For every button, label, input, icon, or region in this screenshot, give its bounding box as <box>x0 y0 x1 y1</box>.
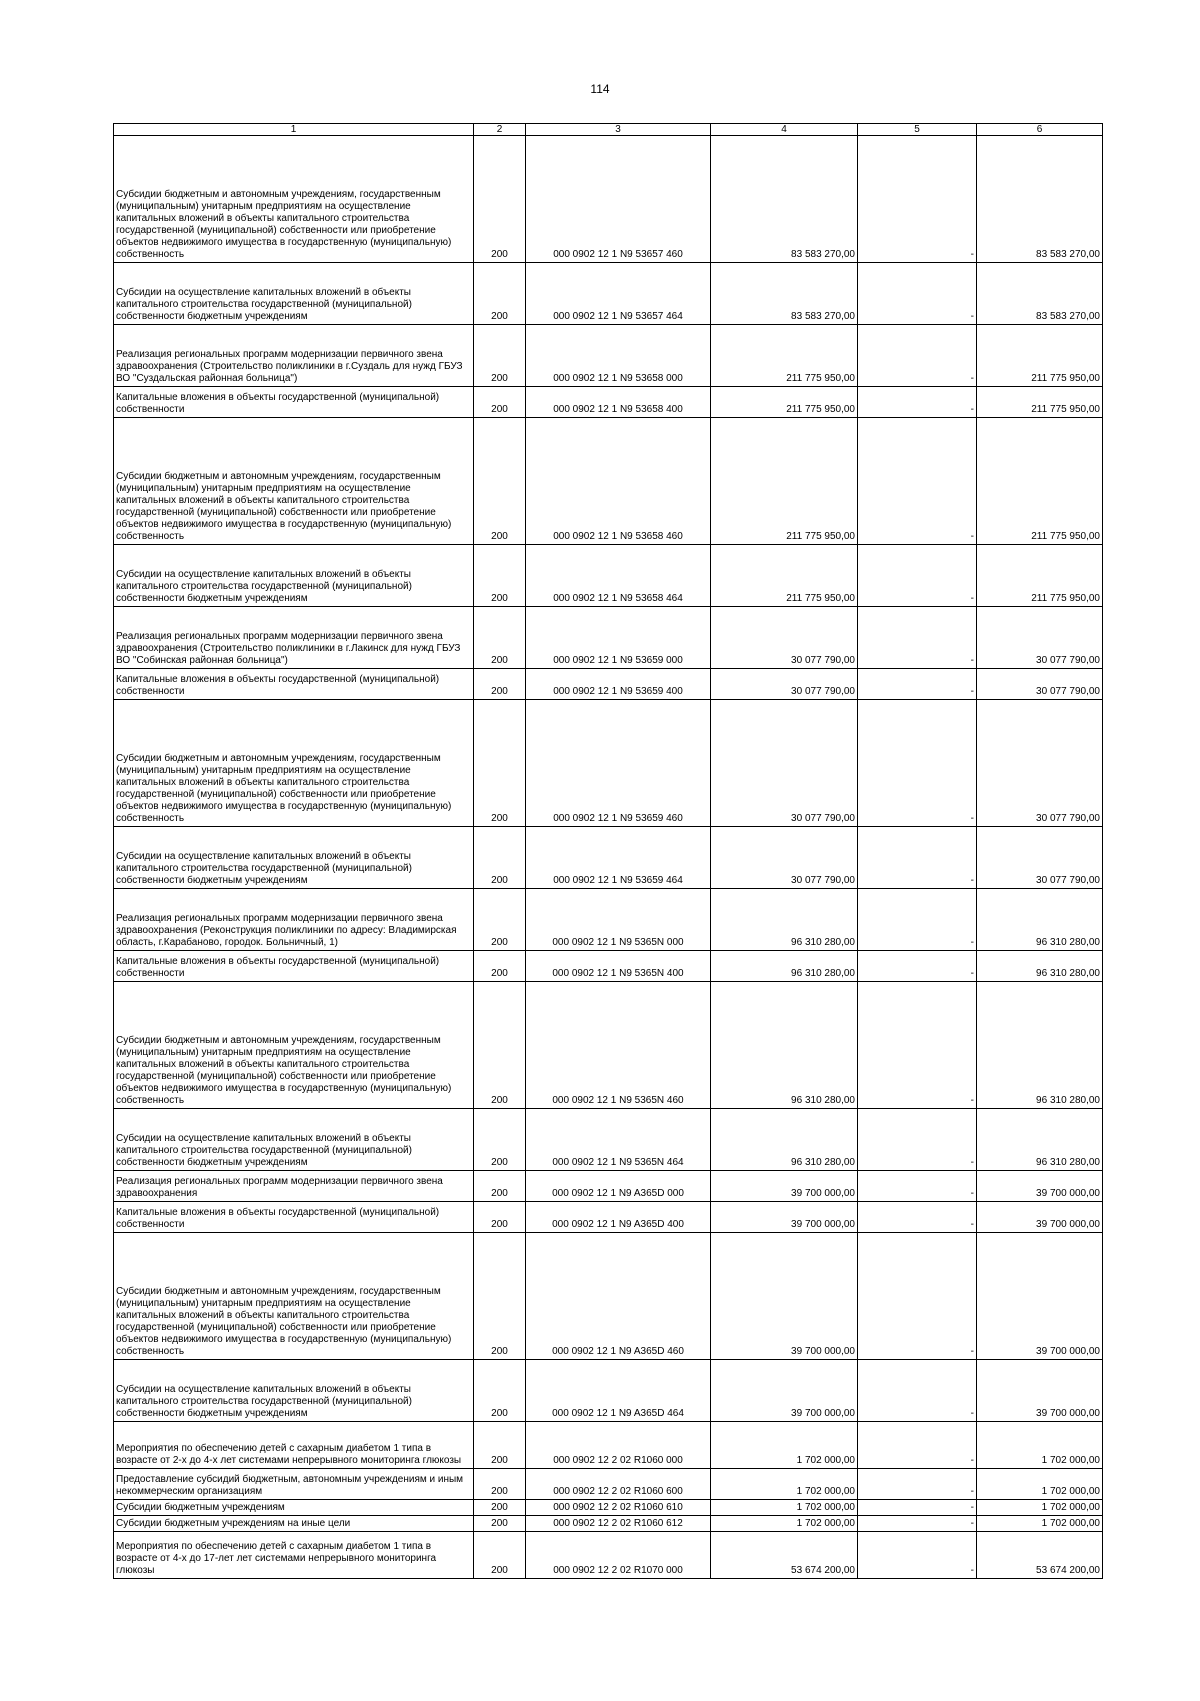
row-line-code: 200 <box>474 325 526 387</box>
table-row <box>114 827 1103 889</box>
table-row <box>114 1360 1103 1422</box>
row-budget-classification-code: 000 0902 12 1 N9 53659 464 <box>526 827 711 889</box>
row-budget-classification-code: 000 0902 12 2 02 R1070 000 <box>526 1532 711 1579</box>
row-approved-amount: 211 775 950,00 <box>711 325 858 387</box>
row-executed-amount: - <box>858 951 977 982</box>
row-description: Капитальные вложения в объекты государственной (муниципальной) собственности <box>114 387 474 418</box>
row-approved-amount: 83 583 270,00 <box>711 263 858 325</box>
row-executed-amount: - <box>858 1109 977 1171</box>
table-row <box>114 1500 1103 1516</box>
row-executed-amount: - <box>858 263 977 325</box>
row-description: Субсидии бюджетным и автономным учреждениям, государственным (муниципальным) унитарным предприятиям на осуществление капитальных вложений в объекты капитального строительства государственной (муниципальной) собственности или приобретение объектов недвижимого имущества в государственную (муниципальную) собственность <box>114 136 474 263</box>
column-header-2: 2 <box>474 124 526 136</box>
row-executed-amount: - <box>858 545 977 607</box>
row-unexecuted-amount: 211 775 950,00 <box>977 325 1103 387</box>
table-row <box>114 982 1103 1109</box>
row-description: Субсидии бюджетным и автономным учреждениям, государственным (муниципальным) унитарным предприятиям на осуществление капитальных вложений в объекты капитального строительства государственной (муниципальной) собственности или приобретение объектов недвижимого имущества в государственную (муниципальную) собственность <box>114 418 474 545</box>
row-unexecuted-amount: 39 700 000,00 <box>977 1233 1103 1360</box>
row-line-code: 200 <box>474 136 526 263</box>
row-approved-amount: 211 775 950,00 <box>711 545 858 607</box>
row-line-code: 200 <box>474 1500 526 1516</box>
row-executed-amount: - <box>858 1532 977 1579</box>
row-unexecuted-amount: 83 583 270,00 <box>977 263 1103 325</box>
row-budget-classification-code: 000 0902 12 2 02 R1060 000 <box>526 1422 711 1469</box>
row-description: Мероприятия по обеспечению детей с сахарным диабетом 1 типа в возрасте от 2-х до 4-х лет системами непрерывного мониторинга глюкозы <box>114 1422 474 1469</box>
row-line-code: 200 <box>474 1202 526 1233</box>
row-budget-classification-code: 000 0902 12 1 N9 5365N 464 <box>526 1109 711 1171</box>
row-budget-classification-code: 000 0902 12 1 N9 A365D 460 <box>526 1233 711 1360</box>
budget-execution-table <box>113 123 1103 1579</box>
row-description: Реализация региональных программ модернизации первичного звена здравоохранения (Строительство поликлиники в г.Лакинск для нужд ГБУЗ ВО "Собинская районная больница") <box>114 607 474 669</box>
column-header-5: 5 <box>858 124 977 136</box>
row-approved-amount: 211 775 950,00 <box>711 387 858 418</box>
table-row <box>114 1422 1103 1469</box>
row-line-code: 200 <box>474 1422 526 1469</box>
table-row <box>114 263 1103 325</box>
row-unexecuted-amount: 96 310 280,00 <box>977 951 1103 982</box>
row-executed-amount: - <box>858 1422 977 1469</box>
row-executed-amount: - <box>858 1469 977 1500</box>
row-unexecuted-amount: 39 700 000,00 <box>977 1202 1103 1233</box>
row-unexecuted-amount: 1 702 000,00 <box>977 1500 1103 1516</box>
row-approved-amount: 39 700 000,00 <box>711 1233 858 1360</box>
row-unexecuted-amount: 1 702 000,00 <box>977 1469 1103 1500</box>
row-unexecuted-amount: 39 700 000,00 <box>977 1360 1103 1422</box>
table-row <box>114 951 1103 982</box>
row-line-code: 200 <box>474 827 526 889</box>
row-description: Субсидии бюджетным и автономным учреждениям, государственным (муниципальным) унитарным предприятиям на осуществление капитальных вложений в объекты капитального строительства государственной (муниципальной) собственности или приобретение объектов недвижимого имущества в государственную (муниципальную) собственность <box>114 982 474 1109</box>
row-approved-amount: 1 702 000,00 <box>711 1422 858 1469</box>
table-row <box>114 418 1103 545</box>
column-header-4: 4 <box>711 124 858 136</box>
row-budget-classification-code: 000 0902 12 1 N9 5365N 000 <box>526 889 711 951</box>
row-budget-classification-code: 000 0902 12 1 N9 5365N 460 <box>526 982 711 1109</box>
column-header-3: 3 <box>526 124 711 136</box>
row-description: Реализация региональных программ модернизации первичного звена здравоохранения <box>114 1171 474 1202</box>
row-unexecuted-amount: 39 700 000,00 <box>977 1171 1103 1202</box>
row-approved-amount: 39 700 000,00 <box>711 1202 858 1233</box>
row-executed-amount: - <box>858 1171 977 1202</box>
row-description: Реализация региональных программ модернизации первичного звена здравоохранения (Строительство поликлиники в г.Суздаль для нужд ГБУЗ ВО "Суздальская районная больница") <box>114 325 474 387</box>
row-executed-amount: - <box>858 1233 977 1360</box>
row-budget-classification-code: 000 0902 12 1 N9 53658 464 <box>526 545 711 607</box>
row-line-code: 200 <box>474 1233 526 1360</box>
row-line-code: 200 <box>474 1360 526 1422</box>
row-line-code: 200 <box>474 1171 526 1202</box>
page-number: 114 <box>590 82 610 96</box>
row-executed-amount: - <box>858 700 977 827</box>
row-budget-classification-code: 000 0902 12 1 N9 53658 000 <box>526 325 711 387</box>
row-line-code: 200 <box>474 700 526 827</box>
row-description: Субсидии на осуществление капитальных вложений в объекты капитального строительства государственной (муниципальной) собственности бюджетным учреждениям <box>114 545 474 607</box>
row-approved-amount: 1 702 000,00 <box>711 1469 858 1500</box>
table-row <box>114 1516 1103 1532</box>
row-approved-amount: 96 310 280,00 <box>711 951 858 982</box>
table-row <box>114 1171 1103 1202</box>
row-line-code: 200 <box>474 418 526 545</box>
row-unexecuted-amount: 30 077 790,00 <box>977 827 1103 889</box>
row-description: Субсидии на осуществление капитальных вложений в объекты капитального строительства государственной (муниципальной) собственности бюджетным учреждениям <box>114 827 474 889</box>
row-executed-amount: - <box>858 1516 977 1532</box>
row-approved-amount: 30 077 790,00 <box>711 700 858 827</box>
row-approved-amount: 1 702 000,00 <box>711 1500 858 1516</box>
column-header-6: 6 <box>977 124 1103 136</box>
table-row <box>114 387 1103 418</box>
row-budget-classification-code: 000 0902 12 1 N9 53658 460 <box>526 418 711 545</box>
row-executed-amount: - <box>858 325 977 387</box>
row-unexecuted-amount: 211 775 950,00 <box>977 418 1103 545</box>
row-executed-amount: - <box>858 889 977 951</box>
table-row <box>114 700 1103 827</box>
row-budget-classification-code: 000 0902 12 2 02 R1060 600 <box>526 1469 711 1500</box>
row-budget-classification-code: 000 0902 12 1 N9 53658 400 <box>526 387 711 418</box>
row-description: Предоставление субсидий бюджетным, автономным учреждениям и иным некоммерческим организациям <box>114 1469 474 1500</box>
row-budget-classification-code: 000 0902 12 1 N9 53657 460 <box>526 136 711 263</box>
row-budget-classification-code: 000 0902 12 1 N9 53659 000 <box>526 607 711 669</box>
row-approved-amount: 96 310 280,00 <box>711 1109 858 1171</box>
row-line-code: 200 <box>474 545 526 607</box>
row-approved-amount: 96 310 280,00 <box>711 982 858 1109</box>
row-line-code: 200 <box>474 889 526 951</box>
table-row <box>114 1469 1103 1500</box>
row-line-code: 200 <box>474 1109 526 1171</box>
row-line-code: 200 <box>474 607 526 669</box>
row-approved-amount: 39 700 000,00 <box>711 1171 858 1202</box>
row-executed-amount: - <box>858 136 977 263</box>
row-approved-amount: 30 077 790,00 <box>711 827 858 889</box>
row-approved-amount: 1 702 000,00 <box>711 1516 858 1532</box>
row-budget-classification-code: 000 0902 12 1 N9 53659 400 <box>526 669 711 700</box>
row-executed-amount: - <box>858 418 977 545</box>
row-executed-amount: - <box>858 607 977 669</box>
row-unexecuted-amount: 30 077 790,00 <box>977 700 1103 827</box>
row-description: Субсидии бюджетным учреждениям <box>114 1500 474 1516</box>
row-unexecuted-amount: 211 775 950,00 <box>977 387 1103 418</box>
row-unexecuted-amount: 30 077 790,00 <box>977 669 1103 700</box>
row-line-code: 200 <box>474 387 526 418</box>
row-unexecuted-amount: 1 702 000,00 <box>977 1516 1103 1532</box>
row-approved-amount: 39 700 000,00 <box>711 1360 858 1422</box>
table-row <box>114 889 1103 951</box>
row-budget-classification-code: 000 0902 12 1 N9 A365D 400 <box>526 1202 711 1233</box>
table-row <box>114 1532 1103 1579</box>
row-unexecuted-amount: 211 775 950,00 <box>977 545 1103 607</box>
row-unexecuted-amount: 96 310 280,00 <box>977 889 1103 951</box>
row-approved-amount: 30 077 790,00 <box>711 607 858 669</box>
row-description: Субсидии на осуществление капитальных вложений в объекты капитального строительства государственной (муниципальной) собственности бюджетным учреждениям <box>114 263 474 325</box>
table-row <box>114 136 1103 263</box>
row-unexecuted-amount: 53 674 200,00 <box>977 1532 1103 1579</box>
row-executed-amount: - <box>858 1202 977 1233</box>
row-budget-classification-code: 000 0902 12 1 N9 53657 464 <box>526 263 711 325</box>
row-line-code: 200 <box>474 1516 526 1532</box>
row-description: Капитальные вложения в объекты государственной (муниципальной) собственности <box>114 951 474 982</box>
row-unexecuted-amount: 1 702 000,00 <box>977 1422 1103 1469</box>
row-description: Капитальные вложения в объекты государственной (муниципальной) собственности <box>114 1202 474 1233</box>
row-unexecuted-amount: 83 583 270,00 <box>977 136 1103 263</box>
row-line-code: 200 <box>474 951 526 982</box>
row-executed-amount: - <box>858 827 977 889</box>
table-row <box>114 545 1103 607</box>
table-row <box>114 1109 1103 1171</box>
row-description: Субсидии на осуществление капитальных вложений в объекты капитального строительства государственной (муниципальной) собственности бюджетным учреждениям <box>114 1360 474 1422</box>
table-row <box>114 607 1103 669</box>
row-approved-amount: 96 310 280,00 <box>711 889 858 951</box>
row-budget-classification-code: 000 0902 12 1 N9 A365D 464 <box>526 1360 711 1422</box>
row-description: Реализация региональных программ модернизации первичного звена здравоохранения (Реконструкция поликлиники по адресу: Владимирская область, г.Карабаново, городок. Больничный, 1) <box>114 889 474 951</box>
row-unexecuted-amount: 96 310 280,00 <box>977 1109 1103 1171</box>
row-description: Мероприятия по обеспечению детей с сахарным диабетом 1 типа в возрасте от 4-х до 17-лет лет системами непрерывного мониторинга глюкозы <box>114 1532 474 1579</box>
row-approved-amount: 53 674 200,00 <box>711 1532 858 1579</box>
table-row <box>114 1233 1103 1360</box>
row-approved-amount: 211 775 950,00 <box>711 418 858 545</box>
row-description: Субсидии на осуществление капитальных вложений в объекты капитального строительства государственной (муниципальной) собственности бюджетным учреждениям <box>114 1109 474 1171</box>
row-line-code: 200 <box>474 1469 526 1500</box>
row-budget-classification-code: 000 0902 12 2 02 R1060 610 <box>526 1500 711 1516</box>
row-description: Субсидии бюджетным и автономным учреждениям, государственным (муниципальным) унитарным предприятиям на осуществление капитальных вложений в объекты капитального строительства государственной (муниципальной) собственности или приобретение объектов недвижимого имущества в государственную (муниципальную) собственность <box>114 700 474 827</box>
row-executed-amount: - <box>858 1500 977 1516</box>
row-budget-classification-code: 000 0902 12 2 02 R1060 612 <box>526 1516 711 1532</box>
row-executed-amount: - <box>858 1360 977 1422</box>
table-row <box>114 669 1103 700</box>
row-budget-classification-code: 000 0902 12 1 N9 53659 460 <box>526 700 711 827</box>
row-line-code: 200 <box>474 263 526 325</box>
table-row <box>114 1202 1103 1233</box>
row-unexecuted-amount: 30 077 790,00 <box>977 607 1103 669</box>
row-executed-amount: - <box>858 669 977 700</box>
row-executed-amount: - <box>858 982 977 1109</box>
row-approved-amount: 83 583 270,00 <box>711 136 858 263</box>
row-budget-classification-code: 000 0902 12 1 N9 A365D 000 <box>526 1171 711 1202</box>
row-unexecuted-amount: 96 310 280,00 <box>977 982 1103 1109</box>
row-line-code: 200 <box>474 1532 526 1579</box>
row-description: Субсидии бюджетным учреждениям на иные цели <box>114 1516 474 1532</box>
row-line-code: 200 <box>474 669 526 700</box>
row-budget-classification-code: 000 0902 12 1 N9 5365N 400 <box>526 951 711 982</box>
row-description: Субсидии бюджетным и автономным учреждениям, государственным (муниципальным) унитарным предприятиям на осуществление капитальных вложений в объекты капитального строительства государственной (муниципальной) собственности или приобретение объектов недвижимого имущества в государственную (муниципальную) собственность <box>114 1233 474 1360</box>
table-row <box>114 325 1103 387</box>
row-approved-amount: 30 077 790,00 <box>711 669 858 700</box>
row-description: Капитальные вложения в объекты государственной (муниципальной) собственности <box>114 669 474 700</box>
row-line-code: 200 <box>474 982 526 1109</box>
column-header-1: 1 <box>114 124 474 136</box>
row-executed-amount: - <box>858 387 977 418</box>
table-header-row <box>114 124 1103 136</box>
